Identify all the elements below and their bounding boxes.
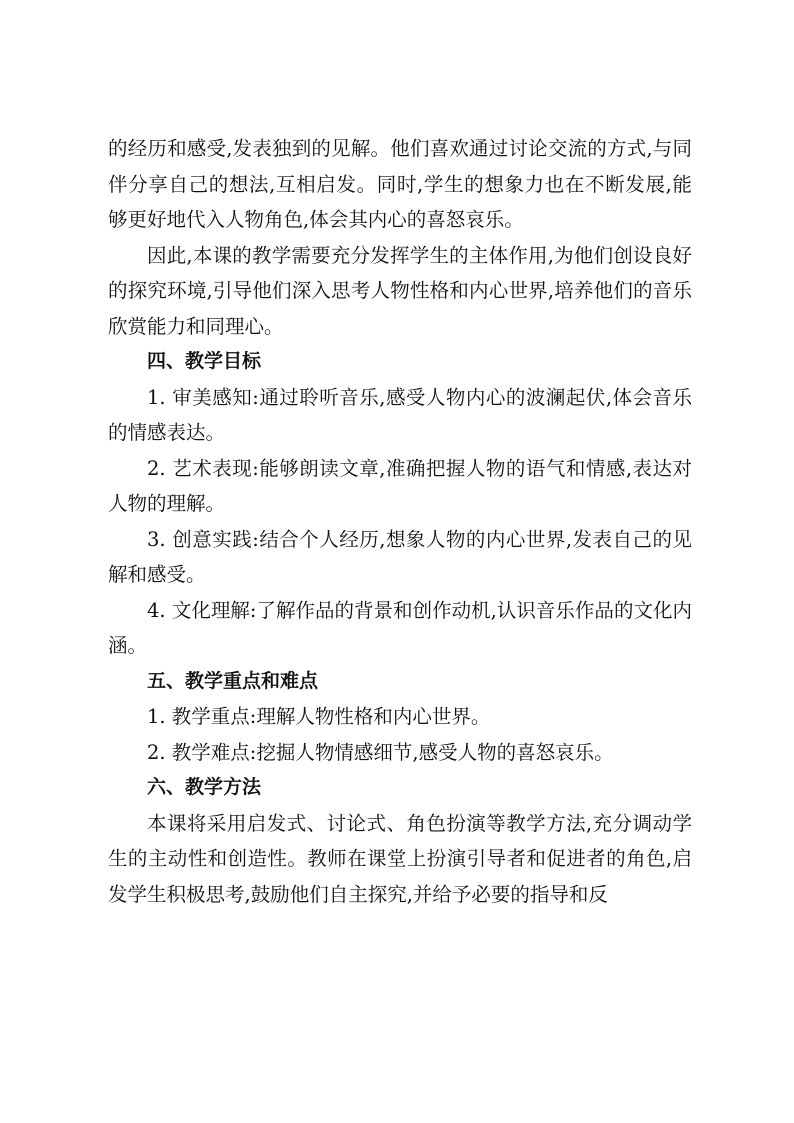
goal-item-1: 1. 审美感知:通过聆听音乐,感受人物内心的波澜起伏,体会音乐的情感表达。 xyxy=(108,385,692,444)
paragraph-teaching-methods: 本课将采用启发式、讨论式、角色扮演等教学方法,充分调动学生的主动性和创造性。教师在课堂上扮演引导者和促进者的角色,启发学生积极思考,鼓励他们自主探究,并给予必要的指导和反 xyxy=(108,811,692,906)
goal-item-2: 2. 艺术表现:能够朗读文章,准确把握人物的语气和情感,表达对人物的理解。 xyxy=(108,456,692,515)
key-point-item-1: 1. 教学重点:理解人物性格和内心世界。 xyxy=(147,705,491,728)
key-point-item-2: 2. 教学难点:挖掘人物情感细节,感受人物的喜怒哀乐。 xyxy=(147,740,614,764)
paragraph-therefore: 因此,本课的教学需要充分发挥学生的主体作用,为他们创设良好的探究环境,引导他们深入思考人物性格和内心世界,培养他们的音乐欣赏能力和同理心。 xyxy=(108,243,692,338)
goal-item-3: 3. 创意实践:结合个人经历,想象人物的内心世界,发表自己的见解和感受。 xyxy=(108,527,692,586)
section-heading-teaching-goals: 四、教学目标 xyxy=(147,350,262,372)
section-heading-key-points: 五、教学重点和难点 xyxy=(147,669,319,692)
section-heading-teaching-methods: 六、教学方法 xyxy=(147,776,262,798)
goal-item-4: 4. 文化理解:了解作品的背景和创作动机,认识音乐作品的文化内涵。 xyxy=(108,598,692,657)
paragraph-continued: 的经历和感受,发表独到的见解。他们喜欢通过讨论交流的方式,与同伴分享自己的想法,互相启发。同时,学生的想象力也在不断发展,能够更好地代入人物角色,体会其内心的喜怒哀乐。 xyxy=(108,137,692,231)
document-body xyxy=(108,131,692,912)
